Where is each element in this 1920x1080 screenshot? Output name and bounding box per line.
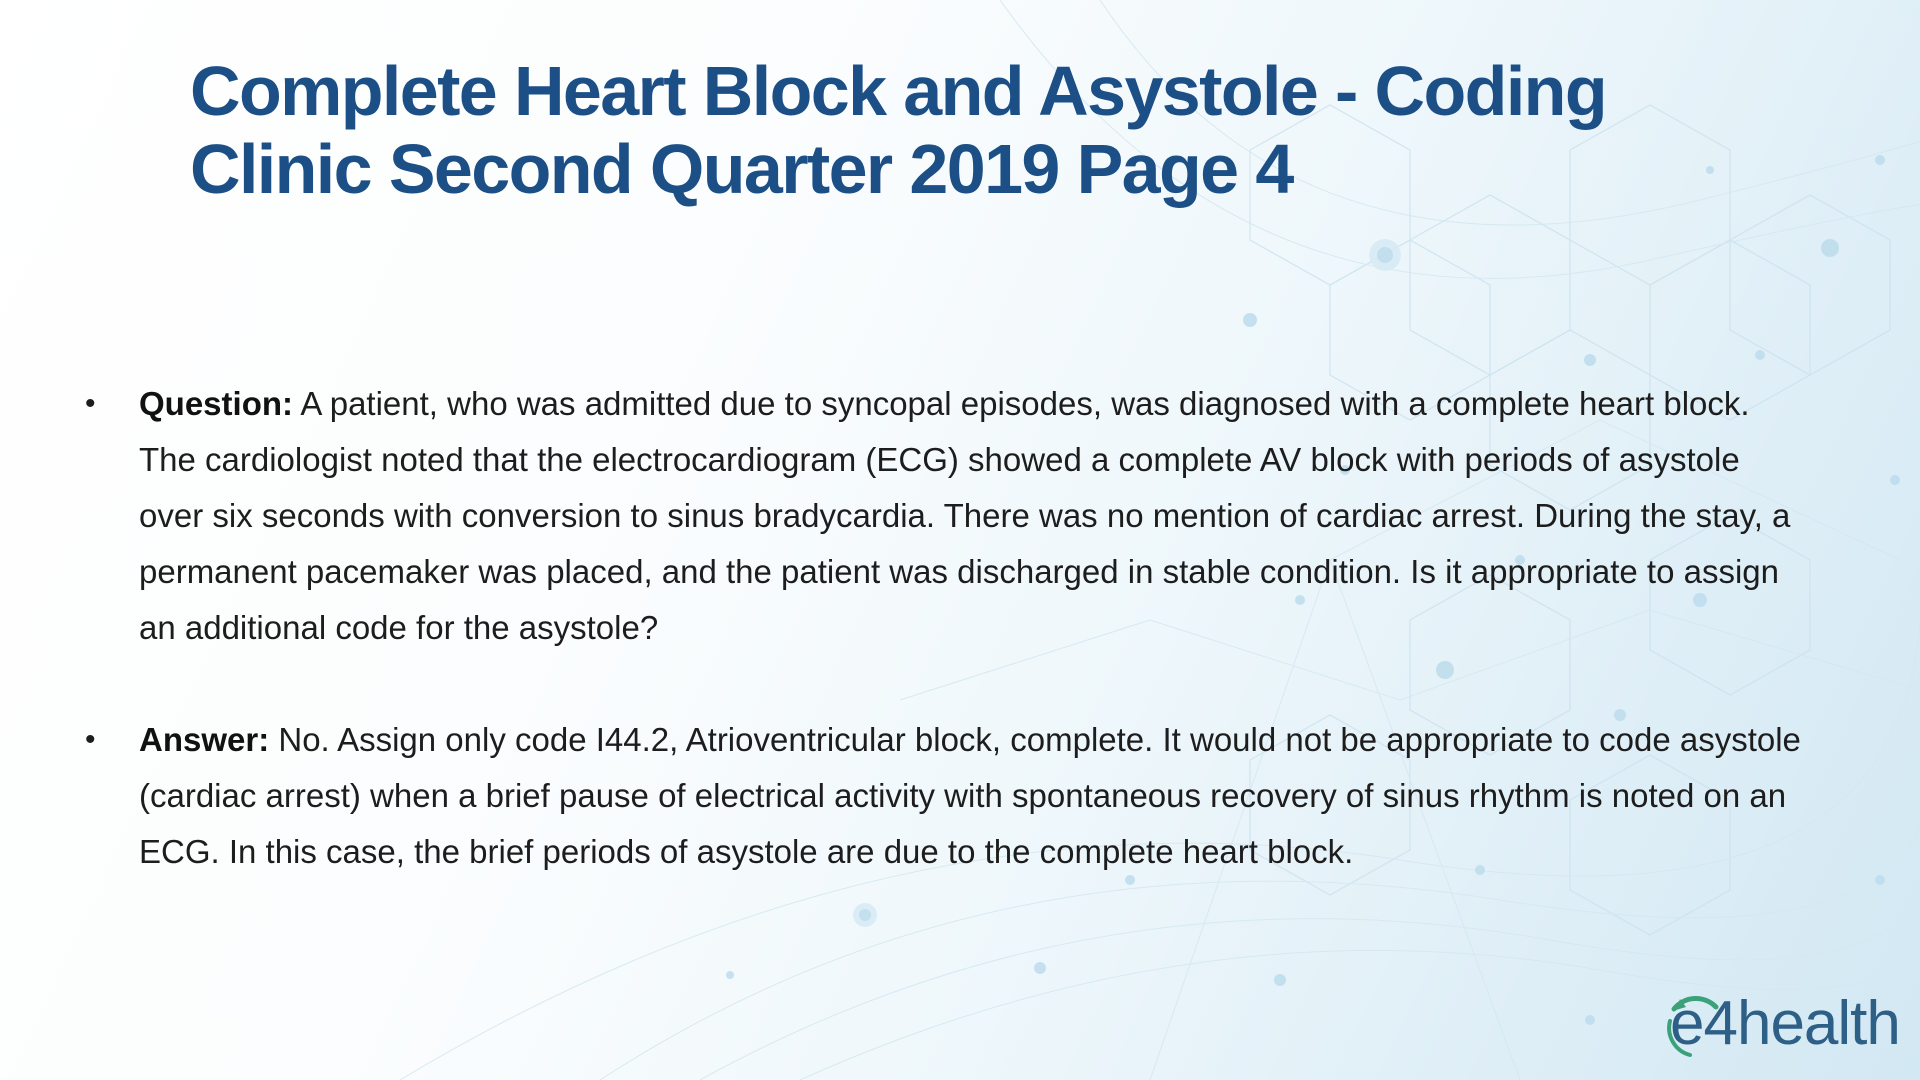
logo-text: e4health: [1670, 989, 1900, 1058]
bullet-dot-icon: •: [85, 723, 96, 756]
e4health-logo: [1660, 985, 1900, 1065]
bullet-list: [85, 376, 1805, 880]
slide-title: Complete Heart Block and Asystole - Coding Clinic Second Quarter 2019 Page 4: [190, 52, 1606, 208]
question-label: Question:: [139, 385, 293, 422]
answer-bullet: [85, 712, 1805, 880]
answer-label: Answer:: [139, 721, 270, 758]
question-text: A patient, who was admitted due to syncopal episodes, was diagnosed with a complete heart block. The cardiologist noted that the electrocardiogram (ECG) showed a complete AV block with periods of asystole over six seconds with conversion to sinus bradycardia. There was no mention of cardiac arrest. During the stay, a permanent pacemaker was placed, and the patient was discharged in stable condition. Is it appropriate to assign an additional code for the asystole?: [139, 385, 1791, 646]
answer-text: No. Assign only code I44.2, Atrioventricular block, complete. It would not be appropriate to code asystole (cardiac arrest) when a brief pause of electrical activity with spontaneous recovery of sinus rhythm is noted on an ECG. In this case, the brief periods of asystole are due to the complete heart block.: [139, 721, 1801, 870]
question-bullet: [85, 376, 1805, 656]
bullet-dot-icon: •: [85, 387, 96, 420]
